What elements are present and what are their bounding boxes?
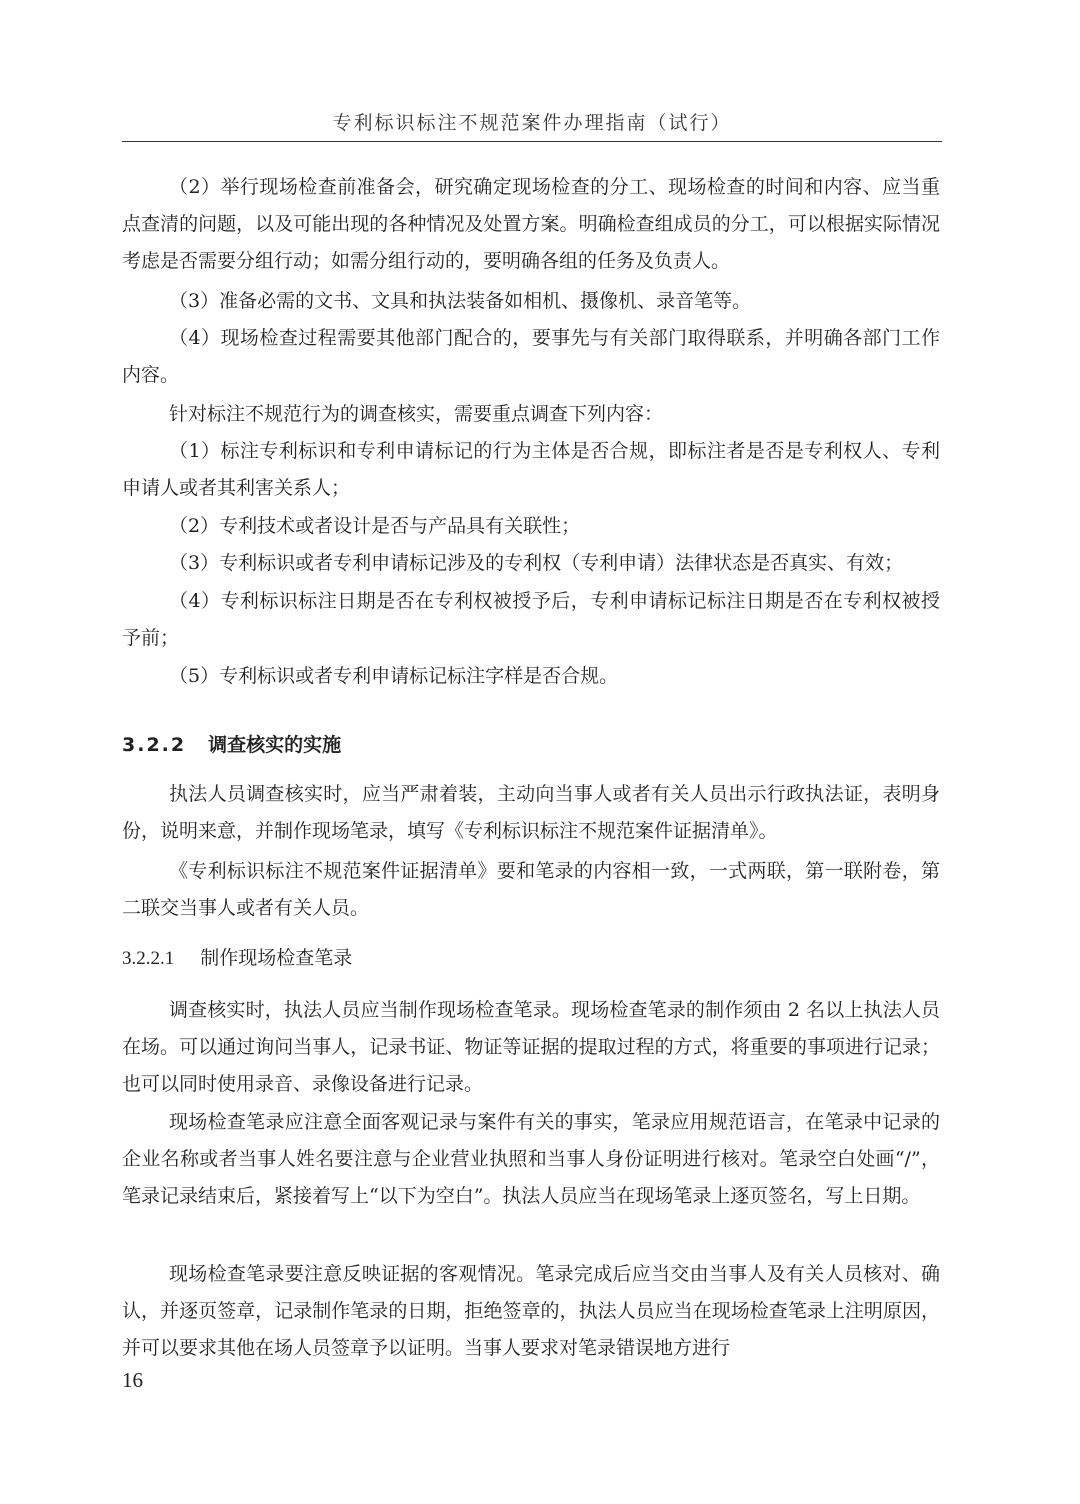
paragraph-item-3: （3）专利标识或者专利申请标记涉及的专利权（专利申请）法律状态是否真实、有效； — [169, 552, 904, 574]
subsection-title: 制作现场检查笔录 — [200, 947, 353, 969]
paragraph-investigation-intro: 针对标注不规范行为的调查核实，需要重点调查下列内容： — [169, 403, 664, 425]
section-heading-3-2-2-1 — [122, 940, 352, 977]
section-heading-3-2-2 — [122, 727, 341, 764]
section-number: 3.2.2 — [122, 734, 187, 756]
paragraph-prep-coordination: （4）现场检查过程需要其他部门配合的，要事先与有关部门取得联系，并明确各部门工作内容。 — [122, 327, 940, 386]
section-title: 调查核实的实施 — [208, 734, 342, 756]
paragraph-implementation: 执法人员调查核实时，应当严肃着装，主动向当事人或者有关人员出示行政执法证，表明身份，说明来意，并制作现场笔录，填写《专利标识标注不规范案件证据清单》。 — [122, 783, 940, 842]
paragraph-item-2: （2）专利技术或者设计是否与产品具有关联性； — [169, 515, 581, 537]
running-header: 专利标识标注不规范案件办理指南（试行） — [332, 112, 732, 134]
paragraph-record-objectivity: 现场检查笔录要注意反映证据的客观情况。笔录完成后应当交由当事人及有关人员核对、确认，并逐页签章，记录制作笔录的日期，拒绝签章的，执法人员应当在现场检查笔录上注明原因，并可以要求其他在场人员签章予以证明。当事人要求对笔录错误地方进行 — [122, 1263, 940, 1359]
paragraph-record-making: 调查核实时，执法人员应当制作现场检查笔录。现场检查笔录的制作须由 2 名以上执法人员在场。可以通过询问当事人，记录书证、物证等证据的提取过程的方式，将重要的事项进行记录；也可以同时使用录音、录像设备进行记录。 — [122, 999, 940, 1095]
paragraph-item-1: （1）标注专利标识和专利申请标记的行为主体是否合规，即标注者是否是专利权人、专利申请人或者其利害关系人； — [122, 440, 940, 499]
page-number: 16 — [122, 1368, 143, 1392]
paragraph-prep-equipment: （3）准备必需的文书、文具和执法装备如相机、摄像机、录音笔等。 — [169, 290, 752, 312]
header-rule — [122, 141, 942, 142]
subsection-number: 3.2.2.1 — [122, 948, 175, 969]
paragraph-item-5: （5）专利标识或者专利申请标记标注字样是否合规。 — [169, 665, 619, 687]
paragraph-record-content: 现场检查笔录应注意全面客观记录与案件有关的事实，笔录应用规范语言，在笔录中记录的企业名称或者当事人姓名要注意与企业营业执照和当事人身份证明进行核对。笔录空白处画“/”，笔录记录结束后，紧接着写上“以下为空白”。执法人员应当在现场笔录上逐页签名，写上日期。 — [122, 1111, 940, 1207]
paragraph-prep-meeting: （2）举行现场检查前准备会，研究确定现场检查的分工、现场检查的时间和内容、应当重点查清的问题，以及可能出现的各种情况及处置方案。明确检查组成员的分工，可以根据实际情况考虑是否需要分组行动；如需分组行动的，要明确各组的任务及负责人。 — [122, 176, 940, 272]
paragraph-item-4: （4）专利标识标注日期是否在专利权被授予后，专利申请标记标注日期是否在专利权被授予前； — [122, 590, 940, 649]
paragraph-evidence-list: 《专利标识标注不规范案件证据清单》要和笔录的内容相一致，一式两联，第一联附卷，第二联交当事人或者有关人员。 — [122, 860, 940, 919]
